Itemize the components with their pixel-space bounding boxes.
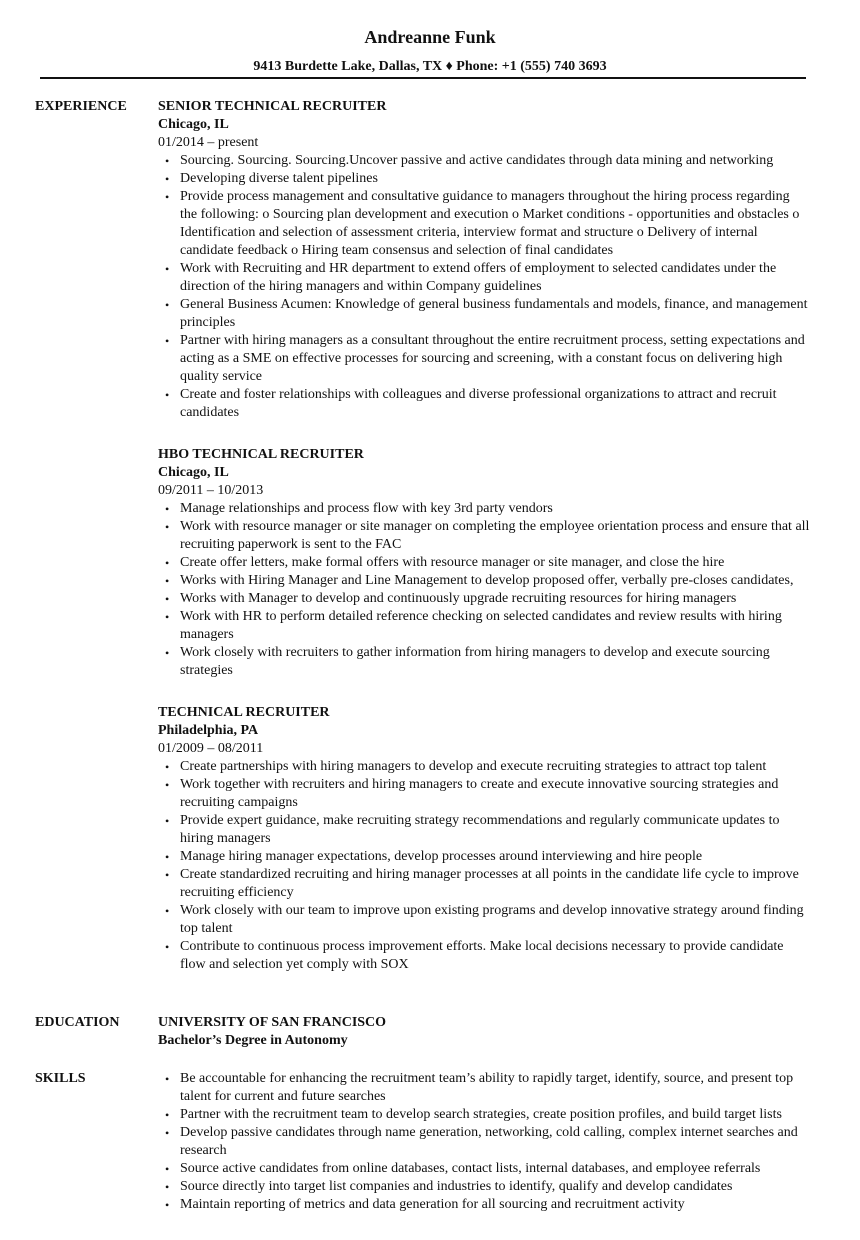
candidate-name: Andreanne Funk bbox=[364, 27, 496, 47]
jobs-list bbox=[158, 98, 818, 998]
job-dates: 09/2011 – 10/2013 bbox=[158, 483, 264, 498]
bullet-item: • Contribute to continuous process improvement efforts. Make local decisions necessary to provide candidate flow and selection yet comply with SOX bbox=[180, 938, 810, 974]
job-dates: 01/2014 – present bbox=[158, 135, 259, 150]
skill-item: • Develop passive candidates through name generation, networking, cold calling, complex internet searches and research bbox=[180, 1124, 810, 1160]
bullet-item: • Work with Recruiting and HR department to extend offers of employment to selected candidates under the direction of the hiring managers and within Company guidelines bbox=[180, 260, 810, 296]
skill-item: • Maintain reporting of metrics and data generation for all sourcing and recruitment activity bbox=[180, 1196, 810, 1214]
bullet-item: • Create partnerships with hiring managers to develop and execute recruiting strategies to attract top talent bbox=[180, 758, 810, 776]
bullet-item: • Works with Hiring Manager and Line Management to develop proposed offer, verbally pre-closes candidates, bbox=[180, 572, 810, 590]
bullet-item: • Partner with hiring managers as a consultant throughout the entire recruitment process, setting expectations and acting as a SME on effective processes for sourcing and screening, with a constant focus on delivering high quality service bbox=[180, 332, 810, 386]
bullet-item: • Manage hiring manager expectations, develop processes around interviewing and hire people bbox=[180, 848, 810, 866]
job-title: SENIOR TECHNICAL RECRUITER bbox=[158, 99, 387, 114]
bullet-item: • Manage relationships and process flow with key 3rd party vendors bbox=[180, 500, 810, 518]
skill-item: • Source directly into target list companies and industries to identify, qualify and develop candidates bbox=[180, 1178, 810, 1196]
degree: Bachelor’s Degree in Autonomy bbox=[158, 1033, 348, 1048]
job-bullets bbox=[158, 152, 810, 422]
bullet-item: • Works with Manager to develop and continuously upgrade recruiting resources for hiring managers bbox=[180, 590, 810, 608]
bullet-item: • General Business Acumen: Knowledge of general business fundamentals and models, finance, and management principles bbox=[180, 296, 810, 332]
skill-item: • Be accountable for enhancing the recruitment team’s ability to rapidly target, identify, source, and present top talent for current and future searches bbox=[180, 1070, 810, 1106]
job-entry bbox=[158, 446, 818, 680]
contact-line: 9413 Burdette Lake, Dallas, TX ♦ Phone: +1 (555) 740 3693 bbox=[253, 59, 607, 74]
job-location: Philadelphia, PA bbox=[158, 723, 259, 738]
job-dates: 01/2009 – 08/2011 bbox=[158, 741, 264, 756]
skill-item: • Partner with the recruitment team to develop search strategies, create position profiles, and build target lists bbox=[180, 1106, 810, 1124]
bullet-item: • Create and foster relationships with colleagues and diverse professional organizations to attract and recruit candidates bbox=[180, 386, 810, 422]
bullet-item: • Developing diverse talent pipelines bbox=[180, 170, 810, 188]
section-label: EXPERIENCE bbox=[35, 99, 127, 114]
bullet-item: • Work closely with recruiters to gather information from hiring managers to develop and execute sourcing strategies bbox=[180, 644, 810, 680]
bullet-item: • Work with HR to perform detailed reference checking on selected candidates and review results with hiring managers bbox=[180, 608, 810, 644]
bullet-item: • Create standardized recruiting and hiring manager processes at all points in the candidate life cycle to improve recruiting efficiency bbox=[180, 866, 810, 902]
school-name: UNIVERSITY OF SAN FRANCISCO bbox=[158, 1015, 387, 1030]
job-bullets bbox=[158, 758, 810, 974]
bullet-item: • Sourcing. Sourcing. Sourcing.Uncover passive and active candidates through data mining and networking bbox=[180, 152, 810, 170]
job-title: TECHNICAL RECRUITER bbox=[158, 705, 330, 720]
section-label: EDUCATION bbox=[35, 1015, 120, 1030]
job-location: Chicago, IL bbox=[158, 117, 229, 132]
skill-item: • Source active candidates from online databases, contact lists, internal databases, and employee referrals bbox=[180, 1160, 810, 1178]
bullet-item: • Provide expert guidance, make recruiting strategy recommendations and regularly communicate updates to hiring managers bbox=[180, 812, 810, 848]
job-entry bbox=[158, 98, 818, 422]
job-bullets bbox=[158, 500, 810, 680]
bullet-item: • Provide process management and consultative guidance to managers throughout the hiring process regarding the following: o Sourcing plan development and execution o Market conditions - opportunities and obstacles o Identification and selection of assessment criteria, interview format and structure o Delivery of internal candidate feedback o Hiring team consensus and selection of final candidates bbox=[180, 188, 810, 260]
header-divider bbox=[40, 77, 806, 79]
bullet-item: • Work closely with our team to improve upon existing programs and develop innovative strategy around finding top talent bbox=[180, 902, 810, 938]
job-entry bbox=[158, 704, 818, 974]
bullet-item: • Work with resource manager or site manager on completing the employee orientation process and ensure that all recruiting paperwork is sent to the FAC bbox=[180, 518, 810, 554]
bullet-item: • Work together with recruiters and hiring managers to create and execute innovative sourcing strategies and recruiting campaigns bbox=[180, 776, 810, 812]
bullet-item: • Create offer letters, make formal offers with resource manager or site manager, and close the hire bbox=[180, 554, 810, 572]
job-title: HBO TECHNICAL RECRUITER bbox=[158, 447, 364, 462]
skills-list bbox=[158, 1070, 810, 1214]
job-location: Chicago, IL bbox=[158, 465, 229, 480]
section-label: SKILLS bbox=[35, 1071, 86, 1086]
